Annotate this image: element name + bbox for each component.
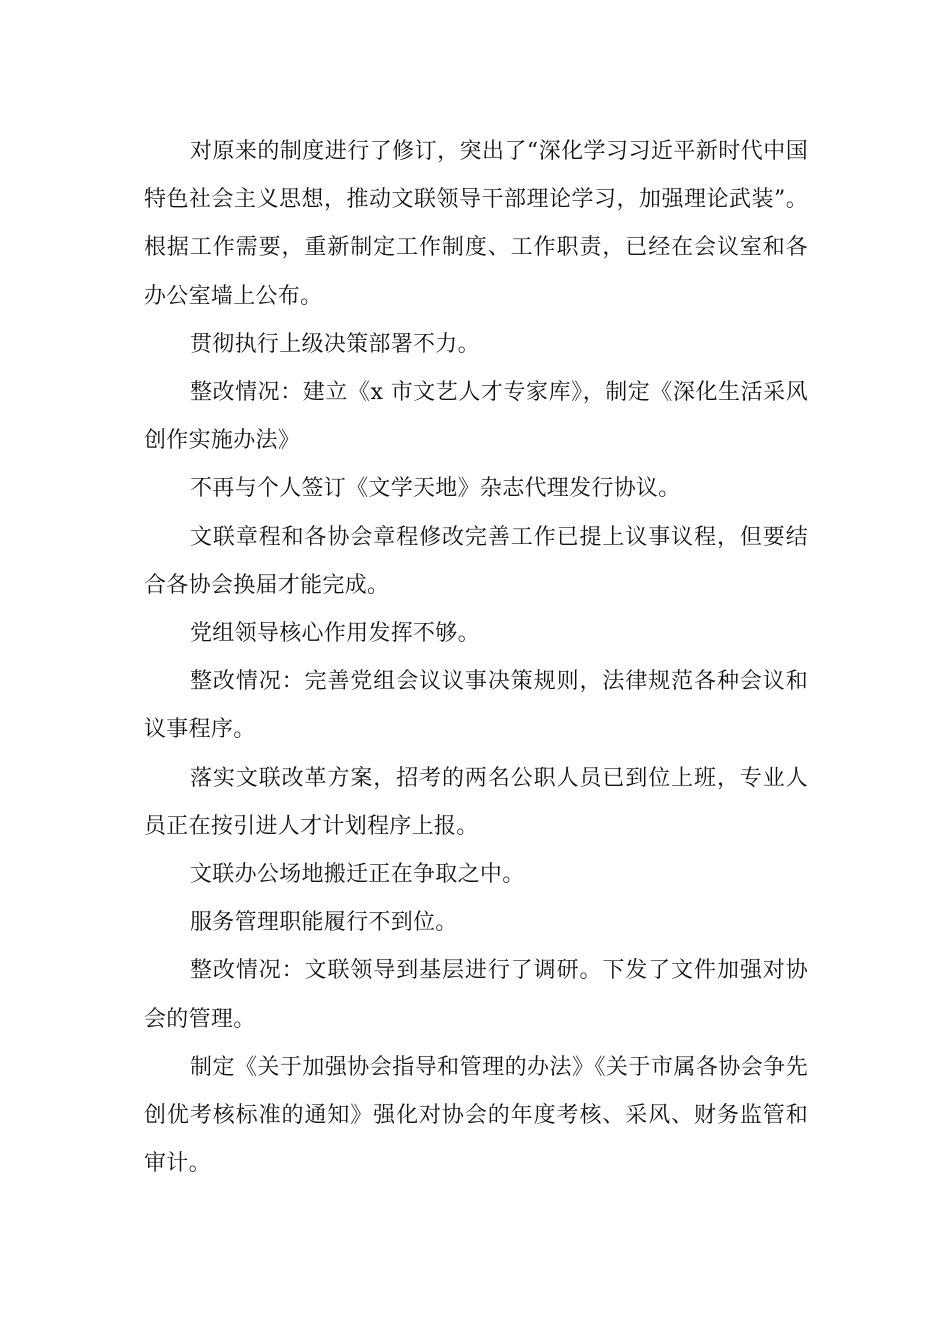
paragraph-3: 整改情况：建立《x 市文艺人才专家库》，制定《深化生活采风创作实施办法》 [144,380,808,454]
paragraph-6: 党组领导核心作用发挥不够。 [190,621,480,647]
paragraph-12: 制定《关于加强协会指导和管理的办法》《关于市属各协会争先创优考核标准的通知》强化对协会的年度考核、采风、财务监管和审计。 [144,1054,808,1177]
paragraph-1: 对原来的制度进行了修订，突出了“深化学习习近平新时代中国特色社会主义思想，推动文联领导干部理论学习，加强理论武装”。根据工作需要，重新制定工作制度、工作职责，已经在会议室和各办公室墙上公布。 [144,139,808,309]
paragraph-4: 不再与个人签订《文学天地》杂志代理发行协议。 [190,476,681,502]
paragraph-11: 整改情况：文联领导到基层进行了调研。下发了文件加强对协会的管理。 [144,958,808,1032]
paragraph-5: 文联章程和各协会章程修改完善工作已提上议事议程，但要结合各协会换届才能完成。 [144,524,808,598]
document-body [144,128,808,1188]
paragraph-2: 贯彻执行上级决策部署不力。 [190,331,480,357]
paragraph-7: 整改情况：完善党组会议议事决策规则，法律规范各种会议和议事程序。 [144,669,808,743]
paragraph-9: 文联办公场地搬迁正在争取之中。 [190,862,525,888]
paragraph-10: 服务管理职能履行不到位。 [190,910,458,936]
paragraph-8: 落实文联改革方案，招考的两名公职人员已到位上班，专业人员正在按引进人才计划程序上报。 [144,765,808,839]
